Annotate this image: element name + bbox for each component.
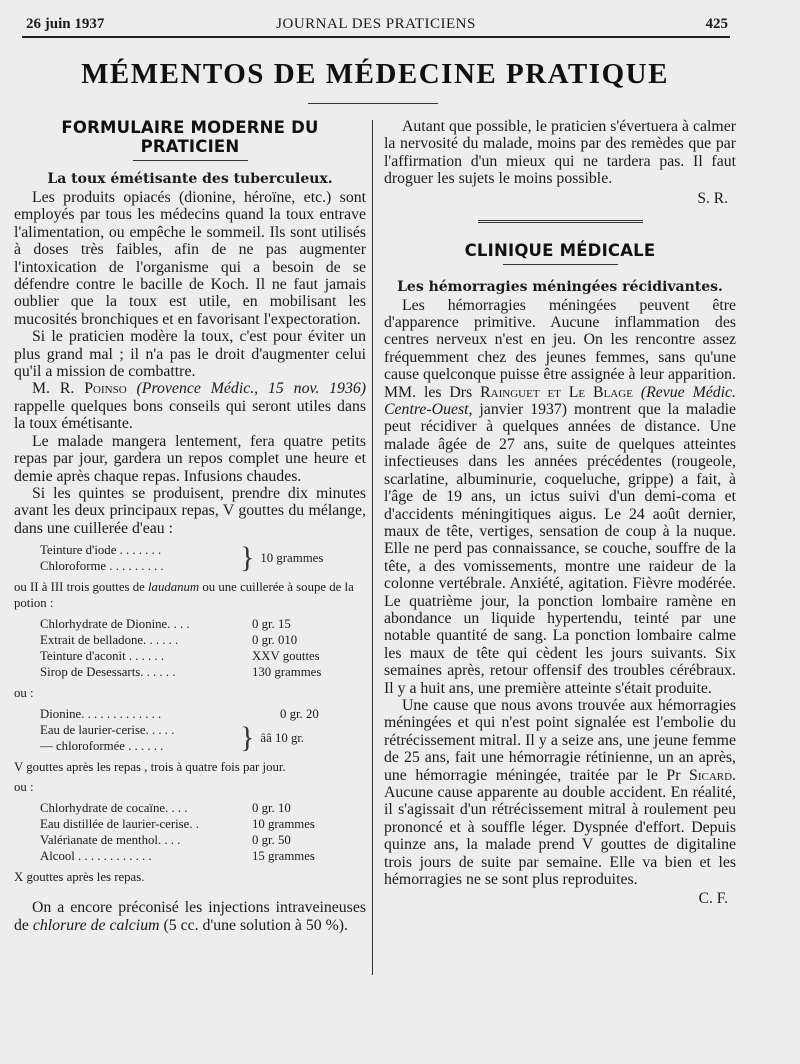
ingredient: Alcool . . . . . . . . . . . . <box>40 849 152 864</box>
formula-row <box>14 616 366 632</box>
column-divider <box>372 120 373 975</box>
paragraph-text: Une cause que nous avons trouvée aux hémorragies méningées et qui n'est point signalée est l'embolie du rétrécissement mitral. Il y a seize ans, une jeune femme de 25 ans, fait une hémorragie rétinienne, un an après, une hémorragie méningée, traitée par le Pr <box>384 696 736 784</box>
formula-row <box>14 632 366 648</box>
drug-name: chlorure de calcium <box>32 916 160 934</box>
article-subtitle-hemorragies: Les hémorragies méningées récidivantes. <box>397 278 723 295</box>
running-head <box>22 14 730 38</box>
signature: C. F. <box>698 890 728 908</box>
title-rule <box>308 103 438 104</box>
note-text: ou II à III trois gouttes de <box>14 580 145 595</box>
brace-icon: } <box>240 721 255 755</box>
paragraph-text: (5 cc. d'une solution à 50 %). <box>163 916 348 934</box>
journal-name: JOURNAL DES PRATICIENS <box>276 16 476 32</box>
formula-3 <box>14 706 366 754</box>
paragraph-text: rappelle quelques bons conseils qui seront utiles dans la toux émétisante. <box>14 397 366 433</box>
paragraph: Si le praticien modère la toux, c'est pour éviter un plus grand mal ; il n'a pas le droit d'augmenter celui qu'il a mission de combattre. <box>14 328 366 381</box>
formula-row <box>14 648 366 664</box>
note-text: ou une cuillerée à soupe de la potion : <box>14 580 354 611</box>
paragraph <box>14 380 366 432</box>
formula-note: X gouttes après les repas. <box>14 870 145 885</box>
ingredient: Teinture d'aconit . . . . . . <box>40 649 165 664</box>
ou-label: ou : <box>14 780 34 795</box>
ingredient: Valérianate de menthol. . . . <box>40 833 181 848</box>
paragraph-text: Les hémorragies méningées peuvent être d'apparence primitive. Aucune inflammation des centres nerveux n'est en jeu. On les rencontre assez fréquemment chez des jeunes femmes, sans qu'une cause quelconque puisse être assignée à leur apparition. MM. les Drs <box>384 296 736 401</box>
section-title-formulaire: FORMULAIRE MODERNE DU PRATICIEN <box>61 118 319 156</box>
ingredient: — chloroformée . . . . . . <box>40 739 164 754</box>
dose: 130 grammes <box>252 665 322 680</box>
dose: 0 gr. 10 <box>252 801 291 816</box>
formula-row <box>14 816 366 832</box>
formula-4 <box>14 800 366 864</box>
paragraph <box>384 697 736 888</box>
section-rule <box>133 160 248 161</box>
paragraph <box>14 899 366 934</box>
ingredient: Eau distillée de laurier-cerise. . <box>40 817 199 832</box>
signature: S. R. <box>697 189 728 207</box>
paragraph-text: Aucune cause apparente au double accident. En réalité, il s'agissait d'un rétrécissement mitral à roulement peu prononcé et à souffle léger. Dyspnée d'effort. Depuis quinze ans, la malade prend V gouttes de digitaline trois jours de suite par semaine. Elle va bien et les hémorragies ne se sont plus reproduites. <box>384 784 736 889</box>
paragraph: Si les quintes se produisent, prendre dix minutes avant les deux principaux repas, V gouttes du mélange, dans une cuillerée d'eau : <box>14 484 366 537</box>
section-title-clinique: CLINIQUE MÉDICALE <box>464 240 656 260</box>
dose: 10 grammes <box>252 817 315 832</box>
dose: 0 gr. 50 <box>252 833 291 848</box>
formula-2 <box>14 616 366 680</box>
formula-item: Chloroforme . . . . . . . . . <box>40 559 164 574</box>
dose: 0 gr. 010 <box>252 633 298 648</box>
ingredient: Dionine. . . . . . . . . . . . . <box>40 707 162 722</box>
right-column <box>384 118 736 908</box>
formula-1 <box>14 542 366 574</box>
paragraph: Les produits opiacés (dionine, héroïne, etc.) sont employés par tous les médecins quand la toux entrave l'alimentation, ou empêche le sommeil. Ils sont utilisés à doses très faibles, afin de ne pas augmenter l'intoxication de l'organisme qui a besoin de se défendre contre le bacille de Koch. Il ne faut jamais oublier que la toux est utile, en mobilisant les mucosités bronchiques et en favorisant l'expectoration. <box>14 189 366 328</box>
note-italic: laudanum <box>147 580 200 595</box>
ingredient: Chlorhydrate de cocaïne. . . . <box>40 801 188 816</box>
page-number: 425 <box>705 16 728 32</box>
separator-rule <box>478 220 643 225</box>
formula-row <box>14 832 366 848</box>
ou-label: ou : <box>14 686 34 701</box>
formula-note <box>14 579 366 611</box>
ingredient: Sirop de Desessarts. . . . . . <box>40 665 176 680</box>
author-name: Sicard. <box>689 766 736 784</box>
paragraph-text: On a encore préconisé les injections intraveineuses de <box>14 899 366 934</box>
ingredient: Extrait de belladone. . . . . . <box>40 633 179 648</box>
formula-row <box>14 848 366 864</box>
formula-item: Teinture d'iode . . . . . . . <box>40 543 162 558</box>
brace-icon: } <box>240 541 255 575</box>
formula-row <box>14 706 366 722</box>
dose: 0 gr. 20 <box>280 707 319 722</box>
formula-note: V gouttes après les repas , trois à quatre fois par jour. <box>14 760 286 775</box>
paragraph: Le malade mangera lentement, fera quatre petits repas par jour, gardera un repos complet une heure et demie après chaque repas. Infusions chaudes. <box>14 432 366 485</box>
dose: ââ 10 gr. <box>260 731 305 746</box>
paragraph: Autant que possible, le praticien s'évertuera à calmer la nervosité du malade, moins par des remèdes que par l'affirmation d'un mieux qui ne tardera pas. Il faut droguer les sujets le moins possible. <box>384 118 736 188</box>
article-subtitle-toux: La toux émétisante des tuberculeux. <box>47 171 333 187</box>
dose: XXV gouttes <box>252 649 320 664</box>
author-name: M. R. Poinso <box>32 380 127 398</box>
paragraph-text: janvier 1937) montrent que la maladie peut récidiver à quelques années de distance. Une malade âgée de 27 ans, suite de quelques atteintes infectieuses dans les années précédentes (rougeole, scarlatine, albuminurie, coqueluche, grippe) a fait, à l'âge de 19 ans, un ictus suivi d'un demi-coma et d'accidents méningitiques aigus. Le 24 août dernier, maux de tête, vertiges, sensation de coup à la nuque. Elle ne perd pas connaissance, se couche, souffre de la tête, a des vomissements, montre une raideur de la colonne vertébrale. Anxiété, agitation. Fièvre modérée. Le quatrième jour, la ponction lombaire ramène en abondance un liquide hypertendu, teinté par une notable quantité de sang. La ponction lombaire calme les maux de tête qui cèdent les jours suivants. Six semaines après, retour offensif des troubles cérébraux. Il y a huit ans, une première atteinte s'était produite. <box>384 401 737 697</box>
ingredient: Eau de laurier-cerise. . . . . <box>40 723 175 738</box>
formula-row <box>14 664 366 680</box>
issue-date: 26 juin 1937 <box>26 16 105 32</box>
source-citation: (Provence Médic., 15 nov. 1936) <box>136 380 367 398</box>
formula-row <box>14 800 366 816</box>
source-citation: (Revue Médic. Centre-Ouest, <box>384 383 736 419</box>
dose: 0 gr. 15 <box>252 617 291 632</box>
author-names: Rainguet et Le Blage <box>480 383 633 401</box>
ingredient: Chlorhydrate de Dionine. . . . <box>40 617 190 632</box>
main-title: MÉMENTOS DE MÉDECINE PRATIQUE <box>81 58 669 90</box>
left-column <box>14 118 366 934</box>
dose: 15 grammes <box>252 849 315 864</box>
formula-quantity: 10 grammes <box>260 551 324 566</box>
paragraph <box>384 297 736 697</box>
section-rule <box>503 264 618 265</box>
